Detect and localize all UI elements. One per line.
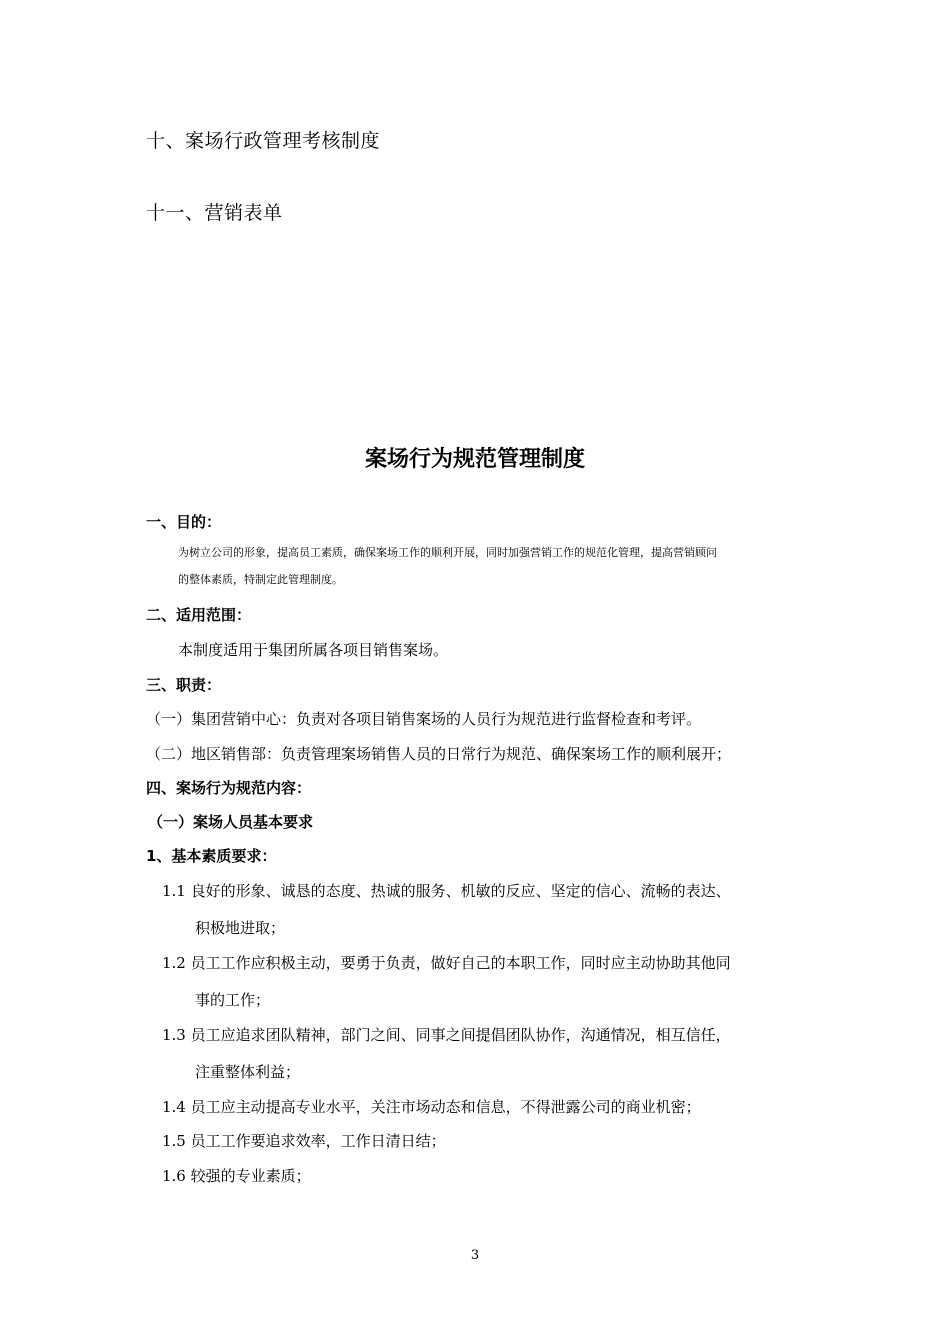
- requirement-1-4: 1.4 员工应主动提高专业水平，关注市场动态和信息，不得泄露公司的商业机密；: [162, 1098, 701, 1116]
- toc-item-10: 十、案场行政管理考核制度: [146, 130, 381, 152]
- requirement-1-6: 1.6 较强的专业素质；: [162, 1167, 311, 1185]
- section-2-text: 本制度适用于集团所属各项目销售案场。: [178, 641, 449, 659]
- section-3-item-1: （一）集团营销中心：负责对各项目销售案场的人员行为规范进行监督检查和考评。: [146, 710, 702, 728]
- toc-item-11: 十一、营销表单: [146, 202, 283, 224]
- section-2-heading: 二、适用范围：: [146, 606, 252, 624]
- requirement-1-3-line-2: 注重整体利益；: [195, 1063, 301, 1081]
- document-title: 案场行为规范管理制度: [364, 447, 585, 472]
- requirement-1-3-line-1: 1.3 员工应追求团队精神，部门之间、同事之间提倡团队协作，沟通情况，相互信任，: [162, 1026, 731, 1044]
- requirement-1-1-line-1: 1.1 良好的形象、诚恳的态度、热诚的服务、机敏的反应、坚定的信心、流畅的表达、: [162, 882, 731, 900]
- requirement-1-2-line-1: 1.2 员工工作应积极主动，要勇于负责，做好自己的本职工作，同时应主动协助其他同: [162, 954, 731, 972]
- section-4-heading: 四、案场行为规范内容：: [146, 779, 312, 797]
- section-1-heading: 一、目的：: [146, 513, 222, 531]
- page-number: 3: [470, 1248, 480, 1263]
- section-3-item-2: （二）地区销售部：负责管理案场销售人员的日常行为规范、确保案场工作的顺利展开；: [146, 745, 732, 763]
- section-1-text-line-1: 为树立公司的形象，提高员工素质，确保案场工作的顺利开展，同时加强营销工作的规范化管理，提高营销顾问: [178, 546, 717, 559]
- section-1-text-line-2: 的整体素质，特制定此管理制度。: [178, 573, 343, 586]
- section-4-subheading: （一）案场人员基本要求: [148, 813, 314, 831]
- requirement-1-2-line-2: 事的工作；: [195, 991, 271, 1009]
- requirement-1-1-line-2: 积极地进取；: [195, 919, 286, 937]
- section-4-sub-subheading: 1、基本素质要求：: [146, 847, 277, 865]
- section-3-heading: 三、职责：: [146, 676, 222, 694]
- requirement-1-5: 1.5 员工工作要追求效率，工作日清日结；: [162, 1132, 446, 1150]
